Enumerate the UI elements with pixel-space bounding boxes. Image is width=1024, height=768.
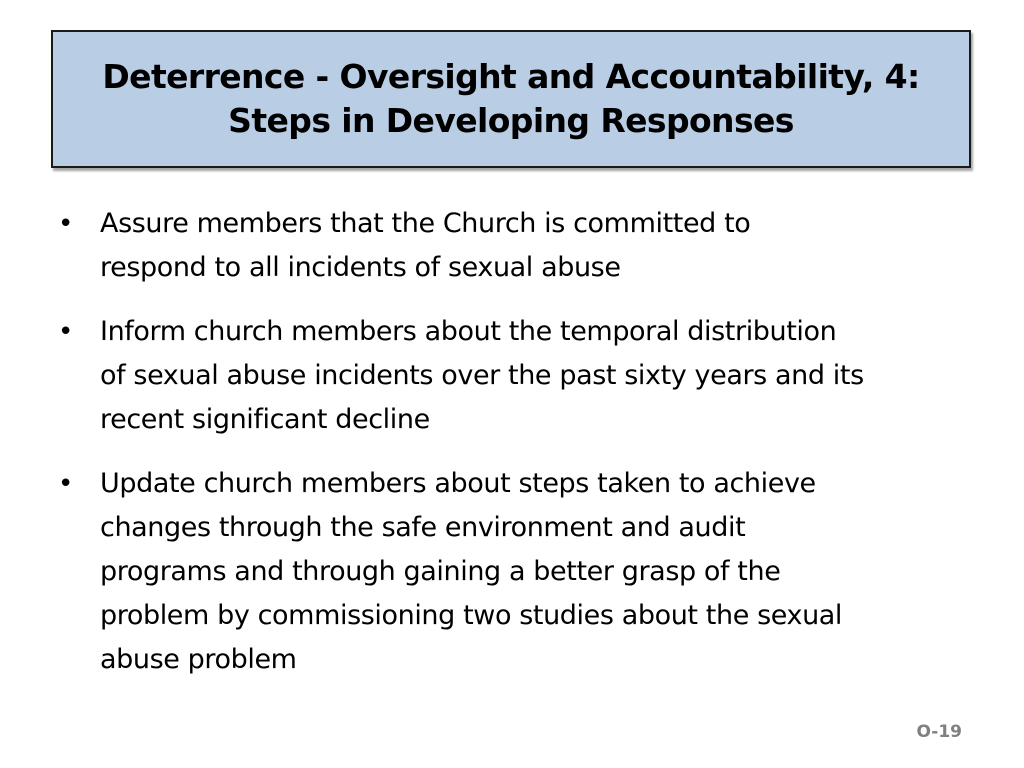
bullet-text [100,462,978,682]
bullet-icon: • [58,469,74,499]
bullet-line: problem by commissioning two studies about the sexual [100,600,843,631]
bullet-line: Inform church members about the temporal distribution [100,316,837,347]
title-box [51,30,971,168]
bullet-text [100,202,978,290]
bullet-line: programs and through gaining a better grasp of the [100,556,781,587]
bullet-line: changes through the safe environment and audit [100,512,746,543]
bullet-text [100,310,978,442]
bullet-line: respond to all incidents of sexual abuse [100,252,621,283]
bullet-icon: • [58,209,74,239]
bullet-icon: • [58,317,74,347]
bullet-line: Update church members about steps taken to achieve [100,468,816,499]
title-line-1: Deterrence - Oversight and Accountability, 4: [102,57,920,96]
bullet-item [58,202,978,290]
bullet-line: abuse problem [100,644,297,675]
bullet-list [58,202,978,702]
bullet-line: Assure members that the Church is committed to [100,208,751,239]
slide-number: O-19 [916,722,962,742]
title-line-2: Steps in Developing Responses [228,101,794,140]
bullet-item [58,310,978,442]
bullet-line: of sexual abuse incidents over the past sixty years and its [100,360,864,391]
bullet-item [58,462,978,682]
bullet-line: recent significant decline [100,404,430,435]
